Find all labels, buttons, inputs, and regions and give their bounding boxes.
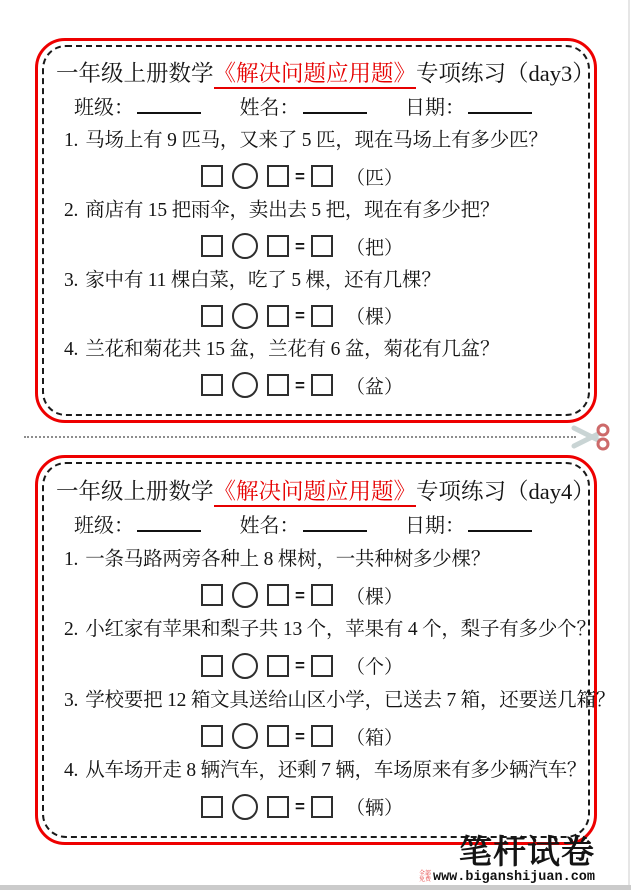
problem-text [56,759,587,783]
answer-box[interactable] [267,165,289,187]
equals-sign: = [295,797,305,817]
problem-number: 1. [64,548,79,570]
name-field [240,96,367,120]
problem-text [56,689,616,713]
equals-sign: = [295,375,305,395]
problem-statement: 从车场开走 8 辆汽车，还剩 7 辆，车场原来有多少辆汽车？ [85,760,587,782]
problem-text [56,338,576,362]
unit-label: （棵） [345,586,403,608]
class-blank-line[interactable] [137,97,201,114]
answer-box[interactable] [267,725,289,747]
name-blank-line[interactable] [303,515,367,532]
problem-number: 4. [64,339,79,361]
answer-box[interactable] [311,235,333,257]
problem-text [56,199,576,223]
name-label: 姓名： [239,97,300,120]
problem-statement: 一条马路两旁各种上 8 棵树，一共种树多少棵？ [85,548,491,570]
brand-url: www.biganshijuan.com [432,870,595,886]
problem-statement: 家中有 11 棵白菜，吃了 5 棵，还有几棵？ [85,269,441,291]
card-title [56,478,595,505]
answer-box[interactable] [311,165,333,187]
date-label: 日期： [405,515,465,538]
problem-number: 4. [64,760,79,782]
answer-box[interactable] [201,235,223,257]
page-bottom-edge [0,885,631,890]
footer-brand-block [418,837,595,886]
class-label: 班级： [74,515,134,538]
unit-label: （把） [345,237,403,259]
header-fields [56,96,576,120]
unit-label: （辆） [345,798,403,820]
equals-sign: = [295,166,305,186]
worksheet-card-day3 [35,38,597,423]
answer-box[interactable] [311,584,333,606]
title-prefix: 一年级上册数学 [56,61,214,87]
answer-box[interactable] [267,305,289,327]
date-blank-line[interactable] [468,515,532,532]
problem-text [56,618,596,642]
equals-sign: = [295,585,305,605]
title-highlight: 《解决问题应用题》 [214,61,417,89]
answer-box[interactable] [311,725,333,747]
problem-number: 2. [64,619,79,641]
cut-line [24,436,576,438]
class-label: 班级： [74,97,134,120]
answer-box[interactable] [267,235,289,257]
answer-box[interactable] [201,305,223,327]
operator-circle[interactable] [232,303,258,329]
answer-box[interactable] [267,796,289,818]
answer-box[interactable] [201,725,223,747]
problem-text [56,269,576,293]
card-title [56,60,595,87]
brand-name: 笔杆试卷 [459,835,595,872]
unit-label: （箱） [345,727,403,749]
problem-text [56,548,576,572]
answer-box[interactable] [201,165,223,187]
answer-equation [42,163,562,190]
problem-number: 2. [64,200,79,221]
answer-box[interactable] [311,374,333,396]
answer-equation [42,652,562,679]
name-field [240,514,367,538]
date-blank-line[interactable] [468,97,532,114]
problem-statement: 商店有 15 把雨伞，卖出去 5 把，现在有多少把？ [85,200,500,221]
unit-label: （盆） [345,376,403,398]
problem-statement: 马场上有 9 匹马，又来了 5 匹，现在马场上有多少匹？ [85,130,548,152]
answer-box[interactable] [267,655,289,677]
problem-number: 3. [64,689,79,711]
operator-circle[interactable] [232,582,258,608]
problem-statement: 兰花和菊花共 15 盆，兰花有 6 盆，菊花有几盆？ [85,339,500,361]
card-inner-border [42,45,595,416]
problem-text [56,129,576,153]
answer-box[interactable] [201,796,223,818]
equals-sign: = [295,726,305,746]
operator-circle[interactable] [232,794,258,820]
answer-box[interactable] [311,655,333,677]
worksheet-card-day4 [35,455,616,845]
unit-label: （棵） [345,307,403,329]
answer-box[interactable] [267,374,289,396]
class-blank-line[interactable] [137,515,201,532]
card-inner-border [42,462,616,838]
header-fields [56,514,576,538]
title-suffix: 专项练习（day3） [416,61,595,87]
date-field [405,96,532,120]
brand-url-row [418,871,595,886]
operator-circle[interactable] [232,372,258,398]
problem-statement: 小红家有苹果和梨子共 13 个，苹果有 4 个，梨子有多少个？ [85,619,596,641]
answer-box[interactable] [311,796,333,818]
problem-number: 1. [64,130,79,152]
equals-sign: = [295,236,305,256]
answer-box[interactable] [201,584,223,606]
problem-statement: 学校要把 12 箱文具送给山区小学，已送去 7 箱，还要送几箱？ [85,689,616,711]
answer-equation [42,723,562,750]
unit-label: （个） [345,657,403,679]
answer-equation [42,233,562,260]
class-field [74,96,201,120]
answer-box[interactable] [201,374,223,396]
equals-sign: = [295,656,305,676]
title-suffix: 专项练习（day4） [416,478,595,504]
title-prefix: 一年级上册数学 [56,478,214,504]
date-field [405,514,532,538]
unit-label: （匹） [345,167,403,189]
date-label: 日期： [405,97,465,120]
free-badge: 全部免费 [418,871,431,883]
operator-circle[interactable] [232,233,258,259]
class-field [74,514,201,538]
answer-equation [42,582,562,609]
scissors-icon [571,421,611,453]
page-right-edge [628,0,630,890]
answer-box[interactable] [267,584,289,606]
operator-circle[interactable] [232,163,258,189]
equals-sign: = [295,306,305,326]
answer-equation [42,302,562,329]
answer-equation [42,372,562,399]
title-highlight: 《解决问题应用题》 [214,479,417,507]
answer-equation [42,793,562,820]
problem-number: 3. [64,269,79,291]
answer-box[interactable] [311,305,333,327]
name-label: 姓名： [239,515,300,538]
operator-circle[interactable] [232,723,258,749]
answer-box[interactable] [201,655,223,677]
operator-circle[interactable] [232,653,258,679]
name-blank-line[interactable] [303,97,367,114]
